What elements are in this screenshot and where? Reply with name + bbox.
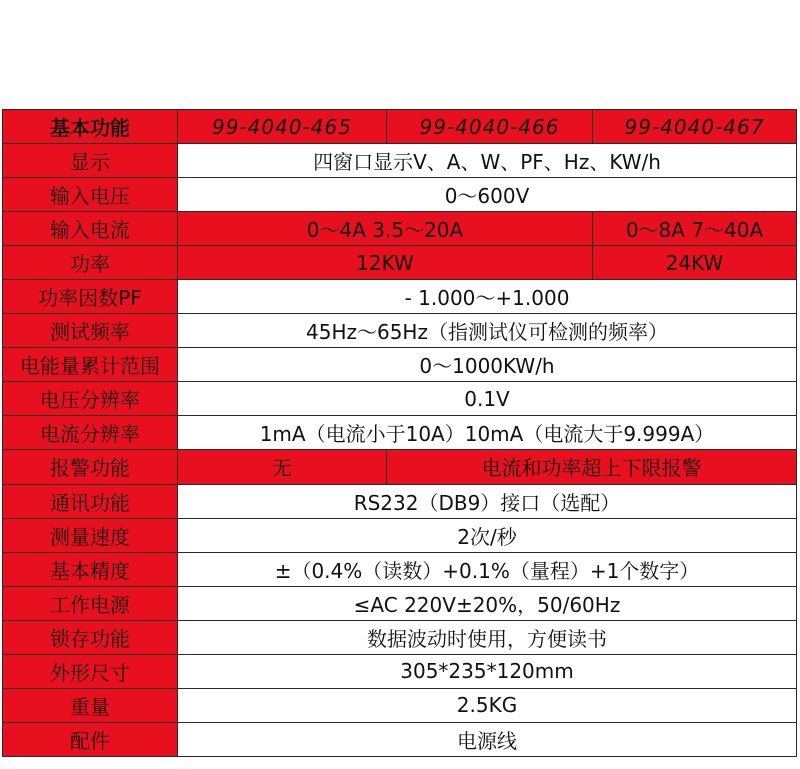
row-label: 测量速度 — [3, 518, 178, 552]
row-value: 305*235*120mm — [178, 654, 797, 688]
row-label: 电压分辨率 — [3, 382, 178, 416]
row-value: 45Hz～65Hz（指测试仪可检测的频率） — [178, 314, 797, 348]
row-label: 功率因数PF — [3, 280, 178, 314]
row-power-supply — [3, 586, 797, 620]
row-power — [3, 246, 797, 280]
row-comm — [3, 484, 797, 518]
row-value: 1mA（电流小于10A）10mA（电流大于9.999A） — [178, 416, 797, 450]
row-value: 0～600V — [178, 178, 797, 212]
row-power-factor — [3, 280, 797, 314]
model-467: 99-4040-467 — [593, 110, 797, 144]
row-energy-range — [3, 348, 797, 382]
row-label: 基本精度 — [3, 552, 178, 586]
spec-table — [2, 109, 797, 757]
row-test-frequency — [3, 314, 797, 348]
row-label: 锁存功能 — [3, 620, 178, 654]
model-465: 99-4040-465 — [178, 110, 387, 144]
row-alarm — [3, 450, 797, 484]
row-value: - 1.000～+1.000 — [178, 280, 797, 314]
row-label: 输入电压 — [3, 178, 178, 212]
row-value: 数据波动时使用，方便读书 — [178, 620, 797, 654]
row-value: RS232（DB9）接口（选配） — [178, 484, 797, 518]
row-voltage-resolution — [3, 382, 797, 416]
row-display — [3, 144, 797, 178]
header-label: 基本功能 — [3, 110, 178, 144]
row-speed — [3, 518, 797, 552]
row-value: ≤AC 220V±20%，50/60Hz — [178, 586, 797, 620]
row-value-a: 无 — [178, 450, 387, 484]
row-value-b: 24KW — [593, 246, 797, 280]
row-value: 0.1V — [178, 382, 797, 416]
row-label: 电能量累计范围 — [3, 348, 178, 382]
row-dimensions — [3, 654, 797, 688]
row-input-voltage — [3, 178, 797, 212]
row-input-current — [3, 212, 797, 246]
row-label: 电流分辨率 — [3, 416, 178, 450]
row-current-resolution — [3, 416, 797, 450]
header-row — [3, 110, 797, 144]
row-value-b: 0～8A 7～40A — [593, 212, 797, 246]
row-hold — [3, 620, 797, 654]
row-value-a: 12KW — [178, 246, 593, 280]
row-value: ±（0.4%（读数）+0.1%（量程）+1个数字） — [178, 552, 797, 586]
row-label: 重量 — [3, 688, 178, 722]
row-label: 工作电源 — [3, 586, 178, 620]
row-label: 测试频率 — [3, 314, 178, 348]
row-value: 2.5KG — [178, 688, 797, 722]
model-466: 99-4040-466 — [387, 110, 593, 144]
row-label: 外形尺寸 — [3, 654, 178, 688]
row-accuracy — [3, 552, 797, 586]
row-value-b: 电流和功率超上下限报警 — [387, 450, 797, 484]
row-value: 2次/秒 — [178, 518, 797, 552]
spec-table-container — [2, 109, 796, 757]
row-accessories — [3, 722, 797, 756]
row-label: 显示 — [3, 144, 178, 178]
row-label: 输入电流 — [3, 212, 178, 246]
row-value: 电源线 — [178, 722, 797, 756]
row-value: 四窗口显示V、A、W、PF、Hz、KW/h — [178, 144, 797, 178]
row-label: 报警功能 — [3, 450, 178, 484]
row-label: 功率 — [3, 246, 178, 280]
row-weight — [3, 688, 797, 722]
row-label: 配件 — [3, 722, 178, 756]
row-value-a: 0～4A 3.5～20A — [178, 212, 593, 246]
row-value: 0～1000KW/h — [178, 348, 797, 382]
row-label: 通讯功能 — [3, 484, 178, 518]
